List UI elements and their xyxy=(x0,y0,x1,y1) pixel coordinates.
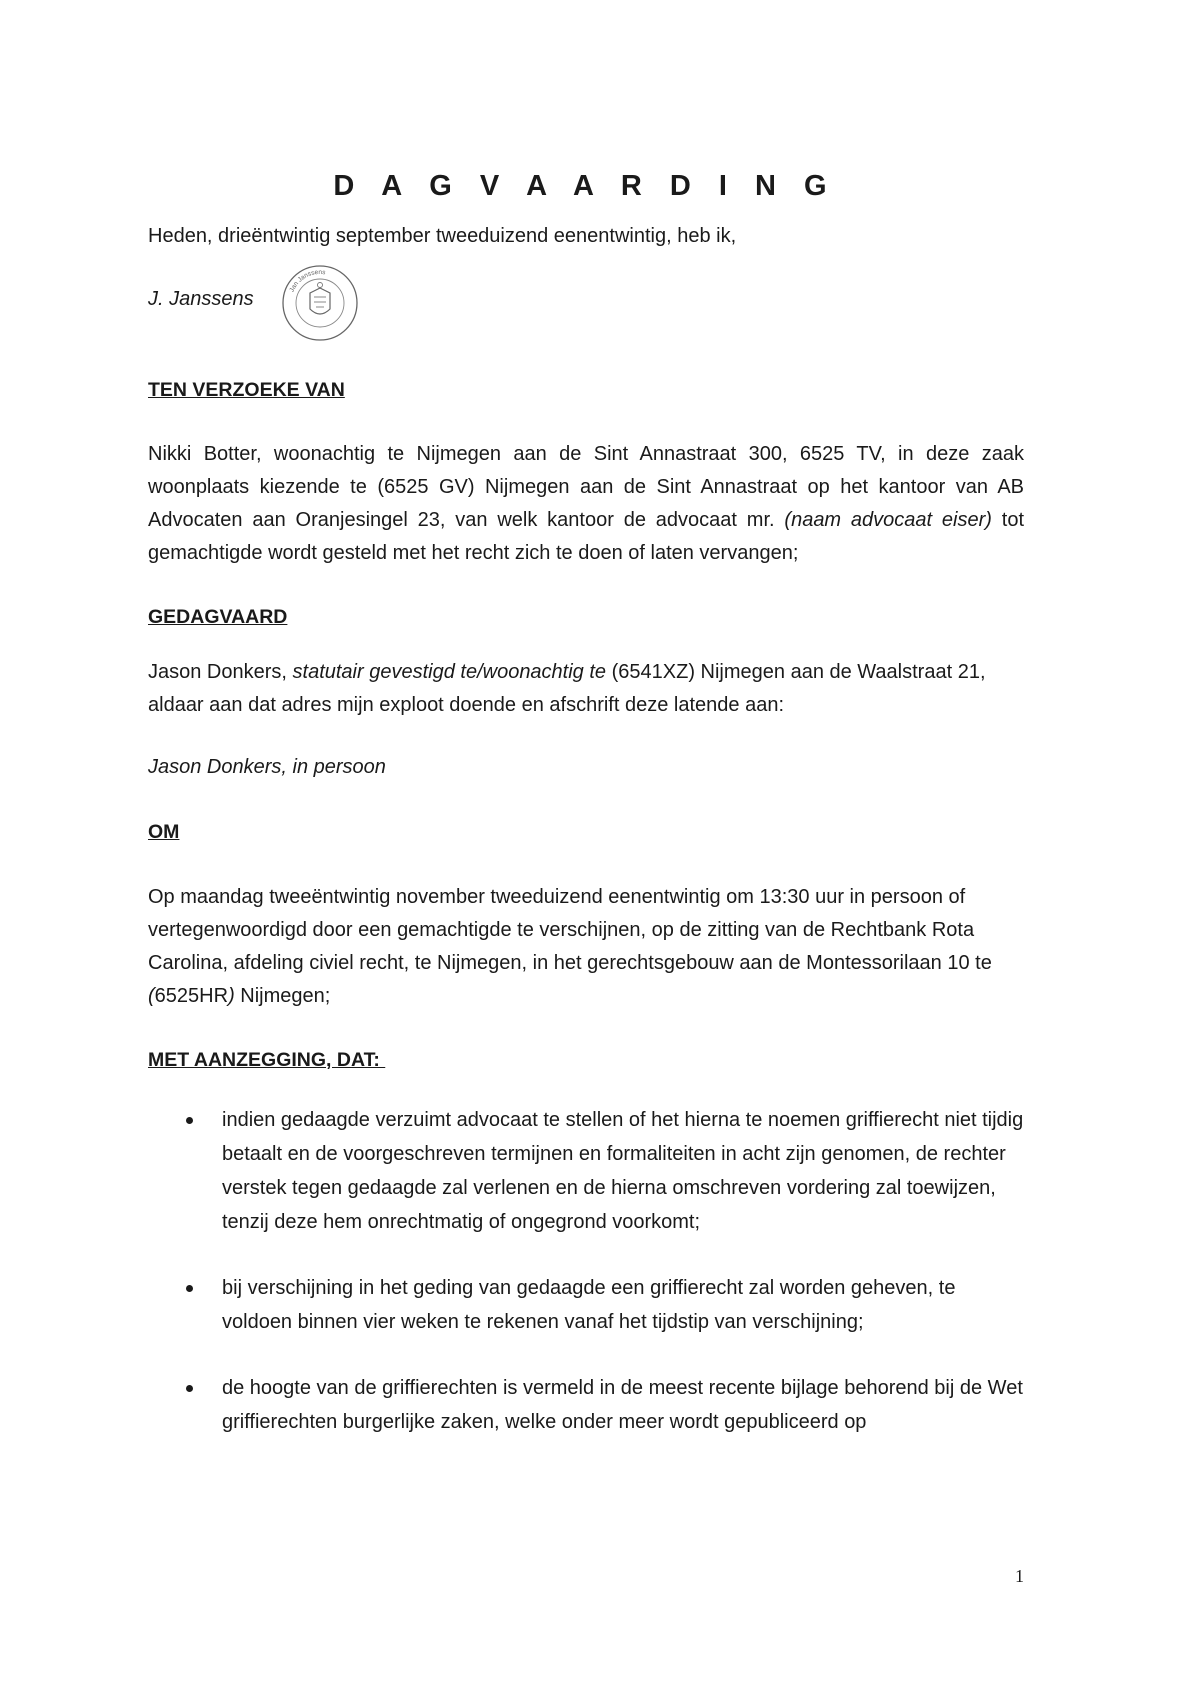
intro-line: Heden, drieëntwintig september tweeduizend eenentwintig, heb ik, xyxy=(148,225,737,247)
summoned-address: (6541XZ) Nijmegen aan de Waalstraat 21, aldaar aan dat adres mijn exploot doende en afschrift deze latende aan: xyxy=(148,661,986,716)
heading-ten-verzoeke-van: TEN VERZOEKE VAN xyxy=(148,379,345,401)
seal-text: Jan Janssens xyxy=(288,268,326,294)
request-paragraph xyxy=(148,438,1024,570)
bullet-icon xyxy=(186,1285,193,1292)
heading-gedagvaard: GEDAGVAARD xyxy=(148,606,288,628)
bailiff-name: J. Janssens xyxy=(148,288,254,310)
served-to: Jason Donkers, in persoon xyxy=(148,756,386,778)
summoned-name-italic: statutair gevestigd te/woonachtig te xyxy=(292,661,607,683)
request-body: Nikki Botter, woonachtig te Nijmegen aan de Sint Annastraat 300, 6525 TV, in deze zaak woonplaats kiezende te (6525 GV) Nijmegen aan de Sint Annastraat op het kantoor van AB Advocaten aan Oranjesingel 23, van welk kantoor de advocaat mr. xyxy=(148,443,1024,531)
om-body-end: Nijmegen; xyxy=(234,985,331,1007)
om-paren-close: ) xyxy=(228,985,235,1007)
om-postcode: 6525HR xyxy=(154,985,229,1007)
list-item-text: indien gedaagde verzuimt advocaat te stellen of het hierna te noemen griffierecht niet tijdig betaalt en de voorgeschreven termijnen en formaliteiten in acht zijn genomen, de rechter verstek tegen gedaagde zal verlenen en de hierna omschreven vordering zal toewijzen, tenzij deze hem onrechtmatig of ongegrond voorkomt; xyxy=(222,1109,1024,1233)
notice-list xyxy=(148,1103,1024,1439)
page-number: 1 xyxy=(1015,1566,1024,1586)
bullet-icon xyxy=(186,1385,193,1392)
om-body: Op maandag tweeëntwintig november tweeduizend eenentwintig om 13:30 uur in persoon of vertegenwoordigd door een gemachtigde te verschijnen, op de zitting van de Rechtbank Rota Carolina, afdeling civiel recht, te Nijmegen, in het gerechtsgebouw aan de Montessorilaan 10 te xyxy=(148,886,992,974)
bailiff-seal-icon xyxy=(280,263,360,343)
bullet-icon xyxy=(186,1117,193,1124)
svg-text:Jan Janssens xyxy=(288,269,326,293)
om-paren-open: ( xyxy=(148,985,155,1007)
list-item-text: de hoogte van de griffierechten is vermeld in de meest recente bijlage behorend bij de Wet griffierechten burgerlijke zaken, welke onder meer wordt gepubliceerd op xyxy=(222,1377,1023,1433)
om-paragraph xyxy=(148,881,1024,1013)
request-body-italic: (naam advocaat eiser) xyxy=(784,509,992,531)
list-item xyxy=(148,1271,1024,1339)
heading-om: OM xyxy=(148,821,180,843)
list-item xyxy=(148,1371,1024,1439)
summoned-paragraph xyxy=(148,656,1024,722)
summoned-name: Jason Donkers, xyxy=(148,661,293,683)
list-item-text: bij verschijning in het geding van gedaagde een griffierecht zal worden geheven, te voldoen binnen vier weken te rekenen vanaf het tijdstip van verschijning; xyxy=(222,1277,956,1333)
list-item xyxy=(148,1103,1024,1239)
document-title: D A G V A A R D I N G xyxy=(333,170,837,202)
request-body-end: tot gemachtigde wordt gesteld met het recht zich te doen of laten vervangen; xyxy=(148,509,1025,564)
heading-met-aanzegging: MET AANZEGGING, DAT: xyxy=(148,1049,386,1071)
